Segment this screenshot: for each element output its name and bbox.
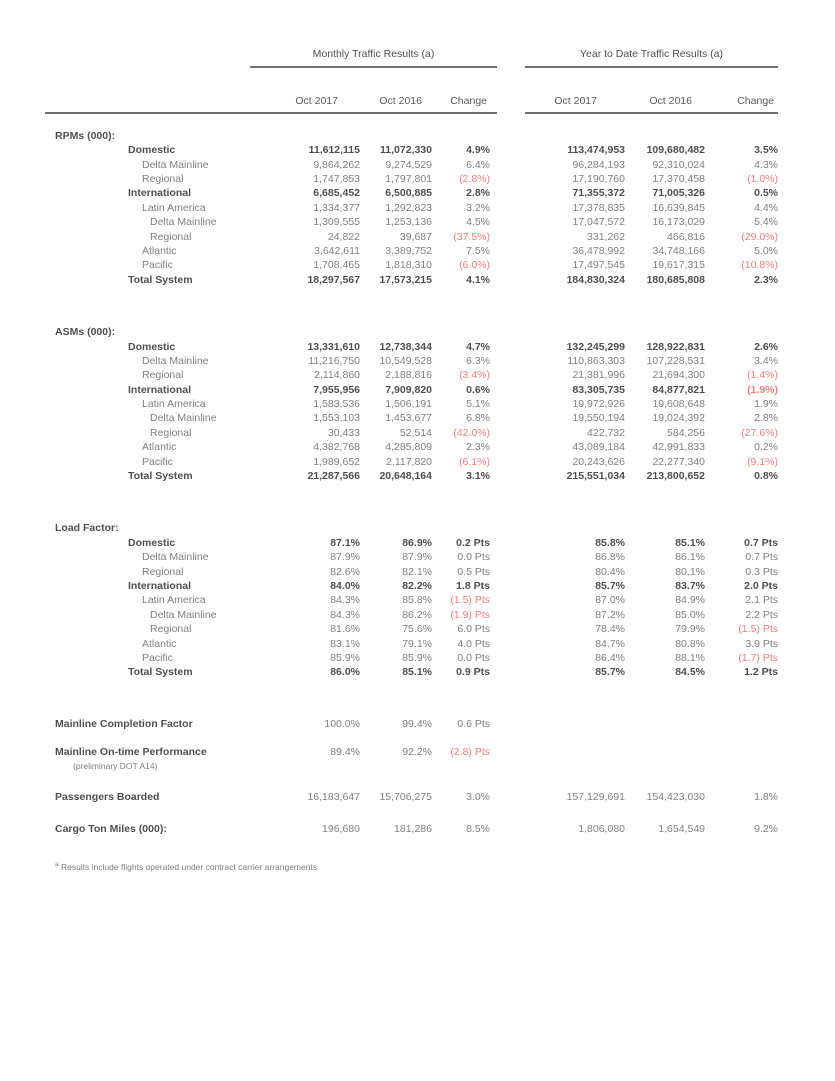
cell-monthly-oct2016: 1,253,136 [385, 216, 432, 229]
cell-monthly-oct2017: 6,685,452 [313, 187, 360, 200]
cell-monthly-change: 0.0 Pts [457, 551, 490, 564]
table-row [45, 665, 778, 679]
row-label: Pacific [142, 455, 173, 468]
section-title: ASMs (000): [55, 326, 116, 339]
cell-ytd-oct2017: 215,551,034 [566, 470, 625, 483]
cell-monthly-change: 6.4% [466, 158, 490, 171]
cell-monthly-oct2016: 7,909,820 [385, 383, 432, 396]
table-row [45, 455, 778, 469]
row-label: International [128, 383, 192, 396]
cell-monthly-oct2016: 39,687 [399, 230, 432, 243]
cell-monthly-change: (2.8) Pts [450, 746, 490, 759]
row-label: Regional [150, 230, 192, 243]
table-row [45, 651, 778, 665]
cell-monthly-oct2016: 20,648,164 [379, 470, 432, 483]
cell-ytd-oct2017: 21,381,996 [572, 369, 625, 382]
cell-ytd-change: 5.4% [754, 216, 778, 229]
cell-monthly-oct2017: 1,989,652 [313, 455, 360, 468]
cell-ytd-change: (9.1%) [747, 455, 778, 468]
cell-monthly-oct2017: 87.1% [330, 536, 360, 549]
cell-ytd-oct2016: 80.1% [675, 565, 705, 578]
table-row [45, 215, 778, 229]
table-row [45, 550, 778, 564]
cell-ytd-oct2017: 86.4% [595, 651, 625, 664]
cell-ytd-oct2016: 19,617,315 [652, 259, 705, 272]
cell-ytd-oct2016: 128,922,831 [646, 340, 705, 353]
cell-ytd-change: 2.1 Pts [745, 594, 778, 607]
cell-monthly-change: (37.5%) [453, 230, 490, 243]
cell-ytd-oct2016: 16,639,845 [652, 201, 705, 214]
cell-ytd-change: (29.0%) [741, 230, 778, 243]
cell-ytd-oct2017: 83,305,735 [572, 383, 625, 396]
section-title: Load Factor: [55, 522, 119, 535]
cell-ytd-oct2016: 180,685,808 [646, 273, 705, 286]
cell-ytd-oct2017: 43,089,184 [572, 441, 625, 454]
footnote-marker: a [55, 861, 59, 869]
cell-monthly-oct2017: 84.3% [330, 594, 360, 607]
cell-ytd-oct2016: 84.9% [675, 594, 705, 607]
cell-monthly-oct2017: 89.4% [330, 746, 360, 759]
summary-rows [45, 717, 778, 837]
cell-monthly-change: 1.8 Pts [456, 579, 490, 592]
cell-ytd-oct2017: 157,129,691 [566, 790, 625, 803]
cell-monthly-change: 5.1% [466, 398, 490, 411]
cell-monthly-oct2016: 82.2% [402, 579, 432, 592]
cell-monthly-oct2017: 1,583,536 [313, 398, 360, 411]
cell-ytd-oct2016: 34,748,166 [652, 244, 705, 257]
cell-ytd-oct2016: 107,228,531 [646, 354, 705, 367]
table-row [45, 201, 778, 215]
row-label: Delta Mainline [142, 551, 209, 564]
cell-ytd-change: 0.7 Pts [745, 551, 778, 564]
row-label: Regional [150, 623, 192, 636]
cell-monthly-oct2017: 16,183,647 [307, 790, 360, 803]
cell-monthly-oct2016: 3,389,752 [385, 244, 432, 257]
table-row [45, 565, 778, 579]
row-label: International [128, 579, 192, 592]
cell-ytd-oct2016: 88.1% [675, 651, 705, 664]
cell-monthly-oct2016: 82.1% [402, 565, 432, 578]
cell-monthly-oct2016: 2,117,820 [386, 455, 432, 468]
cell-ytd-oct2017: 87.0% [595, 594, 625, 607]
cell-monthly-oct2016: 1,292,823 [385, 201, 432, 214]
cell-ytd-change: (1.7) Pts [738, 651, 778, 664]
cell-monthly-oct2017: 1,553,103 [313, 412, 360, 425]
table-row [45, 426, 778, 440]
cell-ytd-change: 0.3 Pts [745, 565, 778, 578]
table-row [45, 383, 778, 397]
cell-ytd-change: 2.2 Pts [745, 608, 778, 621]
cell-ytd-oct2016: 83.7% [675, 579, 705, 592]
row-label: Atlantic [142, 441, 177, 454]
row-label: Delta Mainline [150, 412, 217, 425]
cell-monthly-oct2016: 92.2% [402, 746, 432, 759]
cell-monthly-oct2016: 85.9% [402, 651, 432, 664]
cell-ytd-oct2017: 19,550,194 [572, 412, 625, 425]
cell-monthly-oct2017: 1,334,377 [313, 201, 360, 214]
row-label: Pacific [142, 651, 173, 664]
cell-monthly-oct2017: 24,822 [327, 230, 360, 243]
cell-monthly-oct2016: 1,797,801 [385, 172, 432, 185]
cell-ytd-change: 0.2% [754, 441, 778, 454]
cell-monthly-oct2017: 84.0% [330, 579, 360, 592]
cell-monthly-change: (1.5) Pts [450, 594, 490, 607]
table-row [45, 368, 778, 382]
cell-monthly-oct2017: 81.6% [330, 623, 360, 636]
cell-monthly-oct2017: 1,309,555 [313, 216, 360, 229]
cell-monthly-oct2017: 3,642,611 [314, 244, 360, 257]
cell-monthly-change: 3.0% [466, 790, 490, 803]
cell-monthly-change: 4.0 Pts [457, 637, 490, 650]
cell-ytd-oct2017: 184,830,324 [566, 273, 625, 286]
row-label: Mainline Completion Factor [55, 717, 193, 730]
footnote-text: Results include flights operated under contract carrier arrangements [61, 862, 318, 873]
cell-ytd-change: (27.6%) [741, 426, 778, 439]
cell-ytd-oct2017: 84.7% [595, 637, 625, 650]
cell-ytd-change: 1.9% [754, 398, 778, 411]
col-header-ytd-oct2017: Oct 2017 [554, 95, 597, 108]
table-row [45, 273, 778, 287]
cell-ytd-oct2017: 86.8% [595, 551, 625, 564]
cell-monthly-oct2016: 2,188,816 [385, 369, 432, 382]
cell-monthly-oct2017: 11,216,750 [308, 354, 360, 367]
cell-monthly-oct2017: 100.0% [324, 717, 360, 730]
cell-ytd-oct2016: 79.9% [675, 623, 705, 636]
cell-ytd-change: 3.4% [754, 354, 778, 367]
cell-monthly-change: 0.5 Pts [457, 565, 490, 578]
column-header-row [45, 94, 778, 113]
row-label: Latin America [142, 594, 206, 607]
cell-ytd-oct2016: 22,277,340 [652, 455, 705, 468]
cell-ytd-oct2016: 80.8% [675, 637, 705, 650]
cell-ytd-change: 3.5% [754, 144, 778, 157]
cell-monthly-oct2016: 99.4% [402, 717, 432, 730]
cell-monthly-oct2017: 1,708,465 [313, 259, 360, 272]
cell-ytd-oct2016: 84.5% [675, 666, 705, 679]
cell-monthly-change: (2.8%) [459, 172, 490, 185]
table-row [45, 536, 778, 550]
table-row [45, 230, 778, 244]
cell-ytd-oct2017: 85.7% [595, 579, 625, 592]
cell-monthly-oct2016: 1,506,191 [385, 398, 432, 411]
cell-ytd-change: 1.2 Pts [744, 666, 778, 679]
cell-ytd-oct2016: 71,005,326 [652, 187, 705, 200]
table-row [45, 354, 778, 368]
section-title: RPMs (000): [55, 129, 116, 142]
cell-ytd-change: (1.0%) [747, 172, 778, 185]
cell-ytd-oct2016: 584,256 [667, 426, 705, 439]
cell-monthly-oct2017: 86.0% [330, 666, 360, 679]
cell-ytd-oct2017: 17,378,835 [572, 201, 625, 214]
cell-ytd-oct2017: 80.4% [595, 565, 625, 578]
table-row [45, 172, 778, 186]
cell-ytd-oct2016: 21,694,300 [652, 369, 705, 382]
table-row [45, 593, 778, 607]
cell-monthly-oct2017: 21,287,566 [307, 470, 360, 483]
cell-ytd-oct2017: 110,863,303 [567, 354, 625, 367]
cell-monthly-oct2016: 4,285,809 [385, 441, 432, 454]
table-row [45, 258, 778, 272]
cell-ytd-oct2016: 92,310,024 [652, 158, 705, 171]
table-row [45, 244, 778, 258]
cell-ytd-oct2016: 84,877,821 [652, 383, 705, 396]
cell-monthly-oct2016: 15,706,275 [379, 790, 432, 803]
cell-monthly-oct2016: 9,274,529 [385, 158, 432, 171]
cell-ytd-oct2017: 17,047,572 [572, 216, 625, 229]
row-label: Domestic [128, 536, 176, 549]
cell-ytd-change: (10.8%) [741, 259, 778, 272]
table-body [45, 129, 778, 680]
cell-ytd-change: (1.4%) [747, 369, 778, 382]
cell-monthly-change: (3.4%) [459, 369, 490, 382]
cell-monthly-oct2017: 7,955,956 [313, 383, 360, 396]
cell-ytd-oct2016: 109,680,482 [646, 144, 705, 157]
cell-ytd-oct2017: 78.4% [595, 623, 625, 636]
cell-ytd-change: (1.5) Pts [738, 623, 778, 636]
row-label: Delta Mainline [150, 216, 217, 229]
cell-monthly-change: 6.8% [466, 412, 490, 425]
cell-ytd-oct2017: 96,284,193 [572, 158, 625, 171]
cell-ytd-oct2016: 19,024,392 [652, 412, 705, 425]
table-row [45, 608, 778, 622]
monthly-group-title: Monthly Traffic Results (a) [250, 47, 497, 68]
cell-monthly-oct2017: 84.3% [330, 608, 360, 621]
group-title-row [45, 47, 778, 68]
cell-ytd-oct2017: 17,497,545 [572, 259, 625, 272]
row-label: Pacific [142, 259, 173, 272]
cell-ytd-oct2017: 85.7% [595, 666, 625, 679]
table-row [45, 397, 778, 411]
table-row [45, 822, 778, 836]
cell-ytd-oct2017: 422,732 [587, 426, 625, 439]
cell-ytd-oct2016: 85.1% [675, 536, 705, 549]
row-label: Delta Mainline [150, 608, 217, 621]
cell-ytd-change: 3.9 Pts [745, 637, 778, 650]
cell-monthly-change: 6.3% [466, 354, 490, 367]
cell-monthly-oct2017: 196,680 [322, 822, 360, 835]
cell-monthly-oct2017: 18,297,567 [307, 273, 360, 286]
cell-monthly-change: 4.9% [466, 144, 490, 157]
cell-monthly-change: 2.3% [466, 441, 490, 454]
traffic-report [45, 47, 778, 875]
cell-monthly-oct2017: 9,864,262 [313, 158, 360, 171]
cell-monthly-oct2016: 181,286 [394, 822, 432, 835]
row-label: Latin America [142, 201, 206, 214]
table-row [45, 790, 778, 804]
cell-ytd-change: 2.8% [754, 412, 778, 425]
row-sublabel: (preliminary DOT A14) [73, 760, 158, 771]
cell-ytd-change: 1.8% [754, 790, 778, 803]
table-row [45, 411, 778, 425]
cell-ytd-change: 2.3% [754, 273, 778, 286]
cell-monthly-change: 0.9 Pts [456, 666, 490, 679]
cell-monthly-oct2017: 87.9% [330, 551, 360, 564]
table-row [45, 143, 778, 157]
row-label: Domestic [128, 144, 176, 157]
cell-ytd-oct2017: 36,478,992 [572, 244, 625, 257]
cell-ytd-oct2016: 1,654,549 [658, 822, 705, 835]
cell-ytd-change: 2.0 Pts [744, 579, 778, 592]
cell-monthly-oct2017: 4,382,768 [313, 441, 360, 454]
table-section [45, 521, 778, 679]
cell-ytd-oct2016: 86.1% [675, 551, 705, 564]
col-header-monthly-oct2016: Oct 2016 [379, 95, 422, 108]
row-label: Atlantic [142, 637, 177, 650]
footnote [45, 858, 778, 874]
table-row [45, 745, 778, 771]
table-row [45, 717, 778, 731]
cell-monthly-oct2016: 85.8% [402, 594, 432, 607]
table-row [45, 579, 778, 593]
cell-monthly-oct2017: 13,331,610 [307, 340, 360, 353]
cell-ytd-oct2016: 19,608,648 [652, 398, 705, 411]
cell-ytd-oct2017: 1,806,080 [578, 822, 625, 835]
cell-monthly-change: 3.1% [466, 470, 490, 483]
cell-monthly-oct2016: 85.1% [402, 666, 432, 679]
cell-ytd-change: 0.7 Pts [744, 536, 778, 549]
row-label: Latin America [142, 398, 206, 411]
cell-monthly-change: 0.6 Pts [457, 717, 490, 730]
cell-ytd-oct2016: 154,423,030 [646, 790, 705, 803]
cell-monthly-oct2016: 12,738,344 [379, 340, 432, 353]
cell-monthly-change: 4.7% [466, 340, 490, 353]
table-row [45, 340, 778, 354]
cell-ytd-oct2017: 132,245,299 [566, 340, 625, 353]
row-label: Domestic [128, 340, 176, 353]
cell-monthly-oct2016: 86.2% [402, 608, 432, 621]
cell-ytd-change: (1.9%) [747, 383, 778, 396]
table-row [45, 186, 778, 200]
row-label: Total System [128, 470, 193, 483]
row-label: Regional [142, 565, 184, 578]
table-row [45, 622, 778, 636]
cell-ytd-oct2016: 85.0% [675, 608, 705, 621]
table-section [45, 325, 778, 483]
cell-ytd-oct2017: 85.8% [595, 536, 625, 549]
row-label: Delta Mainline [142, 354, 209, 367]
row-label: Passengers Boarded [55, 790, 160, 803]
cell-ytd-change: 4.4% [754, 201, 778, 214]
col-header-ytd-oct2016: Oct 2016 [649, 95, 692, 108]
cell-ytd-oct2016: 16,173,029 [652, 216, 705, 229]
row-label: Regional [142, 369, 184, 382]
cell-monthly-change: 7.5% [466, 244, 490, 257]
cell-ytd-oct2016: 213,800,652 [646, 470, 705, 483]
cell-monthly-oct2016: 87.9% [402, 551, 432, 564]
cell-monthly-oct2017: 85.9% [330, 651, 360, 664]
table-row [45, 637, 778, 651]
cell-monthly-oct2016: 52,514 [399, 426, 432, 439]
cell-monthly-oct2016: 86.9% [402, 536, 432, 549]
table-section [45, 129, 778, 287]
cell-monthly-oct2017: 83.1% [330, 637, 360, 650]
cell-ytd-oct2016: 466,816 [667, 230, 705, 243]
cell-monthly-change: 0.0 Pts [457, 651, 490, 664]
table-row [45, 440, 778, 454]
table-row [45, 158, 778, 172]
row-label: International [128, 187, 192, 200]
cell-ytd-change: 9.2% [754, 822, 778, 835]
cell-ytd-change: 2.6% [754, 340, 778, 353]
row-label: Total System [128, 666, 193, 679]
cell-monthly-change: 8.5% [466, 822, 490, 835]
cell-monthly-change: 3.2% [466, 201, 490, 214]
col-header-monthly-oct2017: Oct 2017 [295, 95, 338, 108]
cell-monthly-oct2017: 1,747,853 [313, 172, 360, 185]
row-label: Regional [150, 426, 192, 439]
col-header-ytd-change: Change [737, 95, 774, 108]
cell-ytd-oct2017: 19,972,926 [572, 398, 625, 411]
row-label: Delta Mainline [142, 158, 209, 171]
cell-monthly-change: (6.0%) [459, 259, 490, 272]
cell-ytd-oct2017: 20,243,626 [572, 455, 625, 468]
row-label: Atlantic [142, 244, 177, 257]
cell-monthly-oct2016: 1,818,310 [385, 259, 432, 272]
cell-ytd-oct2016: 42,991,833 [652, 441, 705, 454]
table-row [45, 469, 778, 483]
row-label: Cargo Ton Miles (000): [55, 822, 167, 835]
cell-ytd-oct2017: 87.2% [595, 608, 625, 621]
cell-ytd-oct2017: 331,262 [587, 230, 625, 243]
cell-monthly-change: (42.0%) [453, 426, 490, 439]
cell-ytd-change: 0.8% [754, 470, 778, 483]
cell-ytd-oct2017: 113,474,953 [567, 144, 625, 157]
cell-monthly-oct2017: 30,433 [327, 426, 360, 439]
cell-monthly-oct2016: 11,072,330 [380, 144, 432, 157]
cell-monthly-change: 0.6% [466, 383, 490, 396]
cell-ytd-oct2017: 17,190,760 [572, 172, 625, 185]
cell-ytd-oct2017: 71,355,372 [572, 187, 625, 200]
cell-monthly-change: 4.1% [466, 273, 490, 286]
cell-ytd-oct2016: 17,370,458 [652, 172, 705, 185]
cell-monthly-oct2017: 11,612,115 [308, 144, 360, 157]
row-label: Regional [142, 172, 184, 185]
cell-monthly-change: (1.9) Pts [450, 608, 490, 621]
cell-monthly-oct2017: 82.6% [330, 565, 360, 578]
cell-monthly-oct2016: 75.6% [402, 623, 432, 636]
row-label: Total System [128, 273, 193, 286]
cell-ytd-change: 0.5% [754, 187, 778, 200]
ytd-group-title: Year to Date Traffic Results (a) [525, 47, 778, 68]
cell-ytd-change: 5.0% [754, 244, 778, 257]
cell-monthly-change: 2.8% [466, 187, 490, 200]
cell-monthly-change: 0.2 Pts [456, 536, 490, 549]
cell-monthly-change: 4.5% [466, 216, 490, 229]
cell-monthly-change: (6.1%) [459, 455, 490, 468]
cell-monthly-oct2016: 1,453,677 [385, 412, 432, 425]
cell-monthly-change: 6.0 Pts [457, 623, 490, 636]
cell-ytd-change: 4.3% [754, 158, 778, 171]
cell-monthly-oct2016: 10,549,528 [379, 354, 432, 367]
cell-monthly-oct2017: 2,114,860 [314, 369, 360, 382]
row-label: Mainline On-time Performance (preliminary DOT A14) [45, 745, 255, 771]
cell-monthly-oct2016: 6,500,885 [385, 187, 432, 200]
cell-monthly-oct2016: 17,573,215 [379, 273, 432, 286]
cell-monthly-oct2016: 79.1% [402, 637, 432, 650]
col-header-monthly-change: Change [450, 95, 487, 108]
